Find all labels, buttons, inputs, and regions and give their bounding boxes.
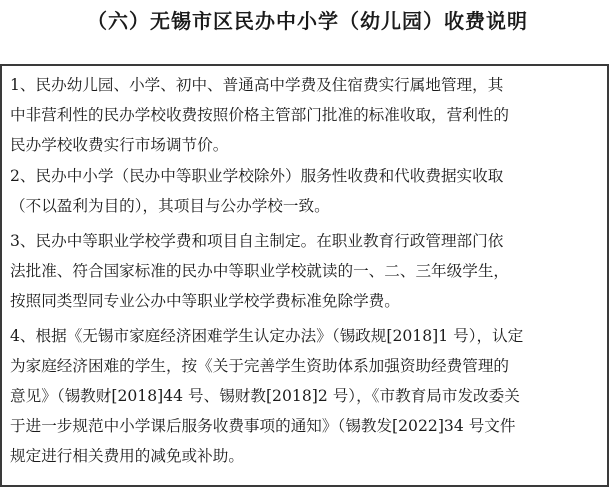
item-1-line: 中非营利性的民办学校收费按照价格主管部门批准的标准收取，营利性的 xyxy=(10,106,510,124)
item-1-paragraph xyxy=(10,70,608,160)
item-3-paragraph xyxy=(10,226,608,316)
item-4-line: 4、根据《无锡市家庭经济困难学生认定办法》（锡政规[2018]1 号），认定 xyxy=(10,327,524,345)
item-2-paragraph xyxy=(10,161,608,221)
document-title: （六）无锡市区民办中小学（幼儿园）收费说明 xyxy=(87,9,528,33)
item-1-line: 1、民办幼儿园、小学、初中、普通高中学费及住宿费实行属地管理，其 xyxy=(10,76,504,94)
item-4-line: 为家庭经济困难的学生，按《关于完善学生资助体系加强资助经费管理的 xyxy=(10,357,510,375)
item-4-paragraph xyxy=(10,321,608,471)
item-2-line: （不以盈利为目的），其项目与公办学校一致。 xyxy=(10,197,330,215)
item-3-line: 法批准、符合国家标准的民办中等职业学校就读的一、二、三年级学生， xyxy=(10,262,510,280)
item-1-line: 民办学校收费实行市场调节价。 xyxy=(10,136,229,154)
item-4-line: 于进一步规范中小学课后服务收费事项的通知》（锡教发[2022]34 号文件 xyxy=(10,417,516,435)
item-3-line: 3、民办中等职业学校学费和项目自主制定。在职业教育行政管理部门依 xyxy=(10,232,504,250)
item-2-line: 2、民办中小学（民办中等职业学校除外）服务性收费和代收费据实收取 xyxy=(10,167,504,185)
item-3-line: 按照同类型同专业公办中等职业学校学费标准免除学费。 xyxy=(10,292,400,310)
fee-description-box xyxy=(0,64,609,487)
item-4-line: 意见》（锡教财[2018]44 号、锡财教[2018]2 号），《市教育局市发改委关 xyxy=(10,387,520,405)
item-4-line: 规定进行相关费用的减免或补助。 xyxy=(10,447,244,465)
